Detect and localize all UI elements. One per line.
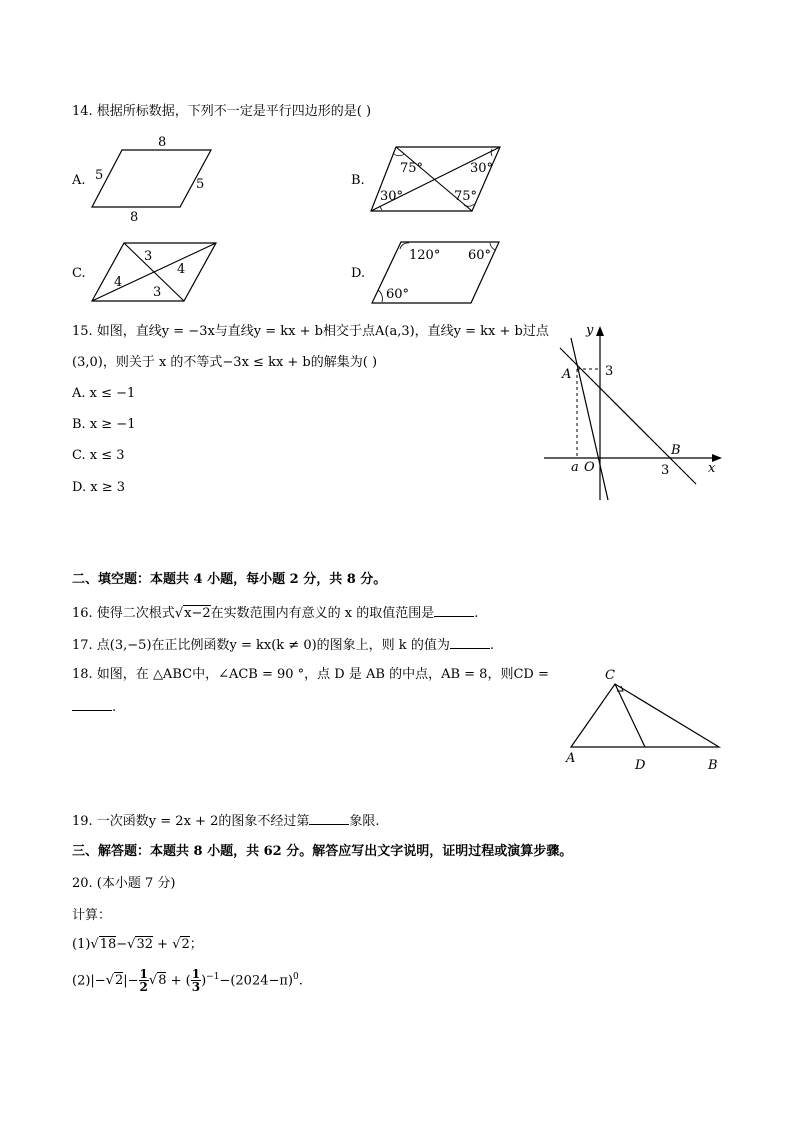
q17-answer-blank[interactable] [450, 636, 490, 649]
q14-figure-a [86, 134, 222, 224]
q14-stem: 14. 根据所标数据，下列不一定是平行四边形的是( ) [72, 104, 372, 119]
graph-origin: O [584, 460, 595, 475]
q16-answer-blank[interactable] [434, 604, 474, 617]
fig-b-angle-4: 75° [454, 189, 478, 204]
graph-a-label: a [571, 460, 579, 475]
fig-a-right-label: 5 [196, 177, 205, 192]
q14-option-a-label: A. [72, 173, 86, 188]
graph-y-three: 3 [605, 364, 614, 379]
q16: 16. 使得二次根式√x−2在实数范围内有意义的 x 的取值范围是 . [72, 606, 479, 621]
q14-figure-d [369, 240, 503, 306]
q17: 17. 点(3,−5)在正比例函数y = kx(k ≠ 0)的图象上，则 k 的值为 . [72, 638, 494, 653]
fig-a-bottom-label: 8 [130, 210, 139, 224]
fig-b-angle-3: 30° [380, 189, 404, 204]
fraction-one-half: $\frac{1}{2}$ [139, 967, 148, 995]
fig-a-top-label: 8 [158, 135, 167, 150]
graph-point-a: A [562, 367, 572, 382]
q15-option-b: B. x ≥ −1 [72, 417, 136, 432]
q20-calc-label: 计算： [72, 908, 112, 923]
y-axis-arrow [596, 326, 604, 336]
graph-point-b: B [671, 443, 681, 458]
tri-label-b: B [708, 758, 718, 773]
q14-figure-b [368, 144, 504, 214]
q14-option-b-label: B. [351, 173, 365, 188]
tri-label-a: A [566, 751, 576, 766]
fig-d-angle-2: 60° [468, 248, 492, 263]
section-2-heading: 二、填空题：本题共 4 小题，每小题 2 分，共 8 分。 [72, 572, 387, 587]
fig-c-seg-1: 3 [144, 249, 153, 264]
fig-b-angle-1: 75° [400, 161, 424, 176]
q20-heading: 20. (本小题 7 分) [72, 876, 176, 891]
fig-d-angle-1: 120° [409, 248, 441, 263]
q20-part2: (2)|−√2|− $\frac{1}{2}$ √8 + ( $\frac{1}{3}$ )$^{-1}-(2024-\pi)^0$. [72, 967, 303, 995]
graph-x-label: x [708, 461, 716, 476]
q19-answer-blank[interactable] [309, 812, 349, 825]
q18-answer-blank[interactable] [72, 698, 112, 711]
q19: 19. 一次函数y = 2x + 2的图象不经过第 象限. [72, 814, 380, 829]
graph-x-three: 3 [661, 463, 670, 478]
tri-label-d: D [635, 758, 646, 773]
q15-option-c: C. x ≤ 3 [72, 448, 125, 463]
graph-y-label: y [586, 323, 594, 338]
q14-option-d-label: D. [351, 266, 366, 281]
fig-c-seg-2: 4 [177, 262, 186, 277]
q15-line1: 15. 如图，直线y = −3x与直线y = kx + b相交于点A(a,3)，直线y = kx + b过点 [72, 324, 549, 339]
q20-part1: (1)√18−√32 + √2； [72, 937, 203, 952]
fig-d-angle-3: 60° [386, 287, 410, 302]
triangle-abc [571, 684, 719, 747]
q15-option-a: A. x ≤ −1 [72, 386, 136, 401]
q14-figure-c [90, 241, 220, 305]
q18-line1: 18. 如图，在 △ABC中，∠ACB = 90 °，点 D 是 AB 的中点，AB = 8，则CD = [72, 667, 549, 682]
section-3-heading: 三、解答题：本题共 8 小题，共 62 分。解答应写出文字说明，证明过程或演算步骤。 [72, 844, 573, 859]
q18-triangle-figure [560, 664, 726, 774]
q15-line2: (3,0)，则关于 x 的不等式−3x ≤ kx + b的解集为( ) [72, 355, 378, 370]
q15-graph [540, 318, 730, 506]
q18-line2: . [72, 698, 116, 716]
fig-c-seg-4: 3 [153, 285, 162, 300]
tri-label-c: C [605, 668, 615, 683]
line-kx-b [560, 348, 696, 484]
fig-c-seg-3: 4 [114, 275, 123, 290]
q15-option-d: D. x ≥ 3 [72, 480, 125, 495]
q14-option-c-label: C. [72, 266, 86, 281]
sqrt-x-minus-2: √x−2 [174, 606, 211, 621]
parallelogram-a [92, 150, 211, 207]
fraction-one-third: $\frac{1}{3}$ [191, 967, 201, 995]
fig-a-left-label: 5 [95, 168, 104, 183]
fig-b-angle-2: 30° [470, 161, 494, 176]
